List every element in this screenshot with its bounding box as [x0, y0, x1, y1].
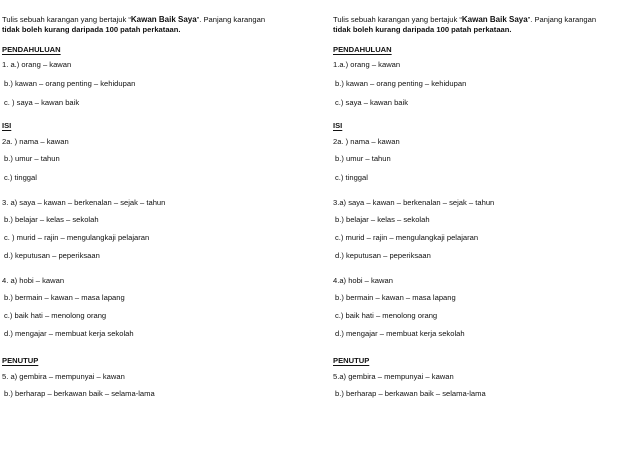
point-3d: d.) keputusan – peperiksaan: [4, 251, 100, 260]
point-3a: 3.a) saya – kawan – berkenalan – sejak – tahun: [333, 198, 495, 207]
point-4b: b.) bermain – kawan – masa lapang: [335, 293, 456, 302]
instruction-line-2: tidak boleh kurang daripada 100 patah perkataan.: [2, 25, 181, 34]
point-3b: b.) belajar – kelas – sekolah: [335, 215, 430, 224]
point-4a: 4. a) hobi – kawan: [2, 276, 65, 285]
point-3a: 3. a) saya – kawan – berkenalan – sejak – tahun: [2, 198, 166, 207]
instruction-suffix: ”. Panjang karangan: [527, 15, 597, 24]
heading-isi: ISI: [333, 121, 343, 130]
heading-pendahuluan: PENDAHULUAN: [2, 45, 61, 54]
point-2b: b.) umur – tahun: [4, 154, 60, 163]
point-5b: b.) berharap – berkawan baik – selama-lama: [335, 389, 486, 398]
point-1a: 1. a.) orang – kawan: [2, 60, 72, 69]
point-4a: 4.a) hobi – kawan: [333, 276, 393, 285]
point-2a: 2a. ) nama – kawan: [2, 137, 69, 146]
point-5a: 5.a) gembira – mempunyai – kawan: [333, 372, 454, 381]
point-5b: b.) berharap – berkawan baik – selama-lama: [4, 389, 155, 398]
left-column: [2, 15, 302, 399]
point-3c: c.) murid – rajin – mengulangkaji pelajaran: [335, 233, 479, 242]
point-4d: d.) mengajar – membuat kerja sekolah: [335, 329, 465, 338]
point-5a: 5. a) gembira – mempunyai – kawan: [2, 372, 125, 381]
heading-isi: ISI: [2, 121, 12, 130]
instruction-prefix: Tulis sebuah karangan yang bertajuk “: [2, 15, 131, 24]
heading-pendahuluan: PENDAHULUAN: [333, 45, 392, 54]
instruction-line-1: [2, 15, 302, 25]
point-2c: c.) tinggal: [335, 173, 368, 182]
instruction-suffix: ”. Panjang karangan: [196, 15, 266, 24]
instruction-line-1: [333, 15, 633, 25]
right-column: [333, 15, 633, 399]
point-4c: c.) baik hati – menolong orang: [4, 311, 107, 320]
instruction-line-2: tidak boleh kurang daripada 100 patah perkataan.: [333, 25, 512, 34]
point-4c: c.) baik hati – menolong orang: [335, 311, 438, 320]
point-2a: 2a. ) nama – kawan: [333, 137, 400, 146]
instruction-prefix: Tulis sebuah karangan yang bertajuk “: [333, 15, 462, 24]
point-3b: b.) belajar – kelas – sekolah: [4, 215, 99, 224]
heading-penutup: PENUTUP: [333, 356, 370, 365]
point-4b: b.) bermain – kawan – masa lapang: [4, 293, 125, 302]
point-2c: c.) tinggal: [4, 173, 37, 182]
point-3c: c. ) murid – rajin – mengulangkaji pelajaran: [4, 233, 150, 242]
point-4d: d.) mengajar – membuat kerja sekolah: [4, 329, 134, 338]
heading-penutup: PENUTUP: [2, 356, 39, 365]
essay-title: Kawan Baik Saya: [130, 15, 197, 24]
point-3d: d.) keputusan – peperiksaan: [335, 251, 431, 260]
point-1c: c. ) saya – kawan baik: [4, 98, 80, 107]
point-1a: 1.a.) orang – kawan: [333, 60, 401, 69]
point-1b: b.) kawan – orang penting – kehidupan: [4, 79, 136, 88]
essay-title: Kawan Baik Saya: [461, 15, 528, 24]
point-1b: b.) kawan – orang penting – kehidupan: [335, 79, 467, 88]
point-2b: b.) umur – tahun: [335, 154, 391, 163]
point-1c: c.) saya – kawan baik: [335, 98, 409, 107]
